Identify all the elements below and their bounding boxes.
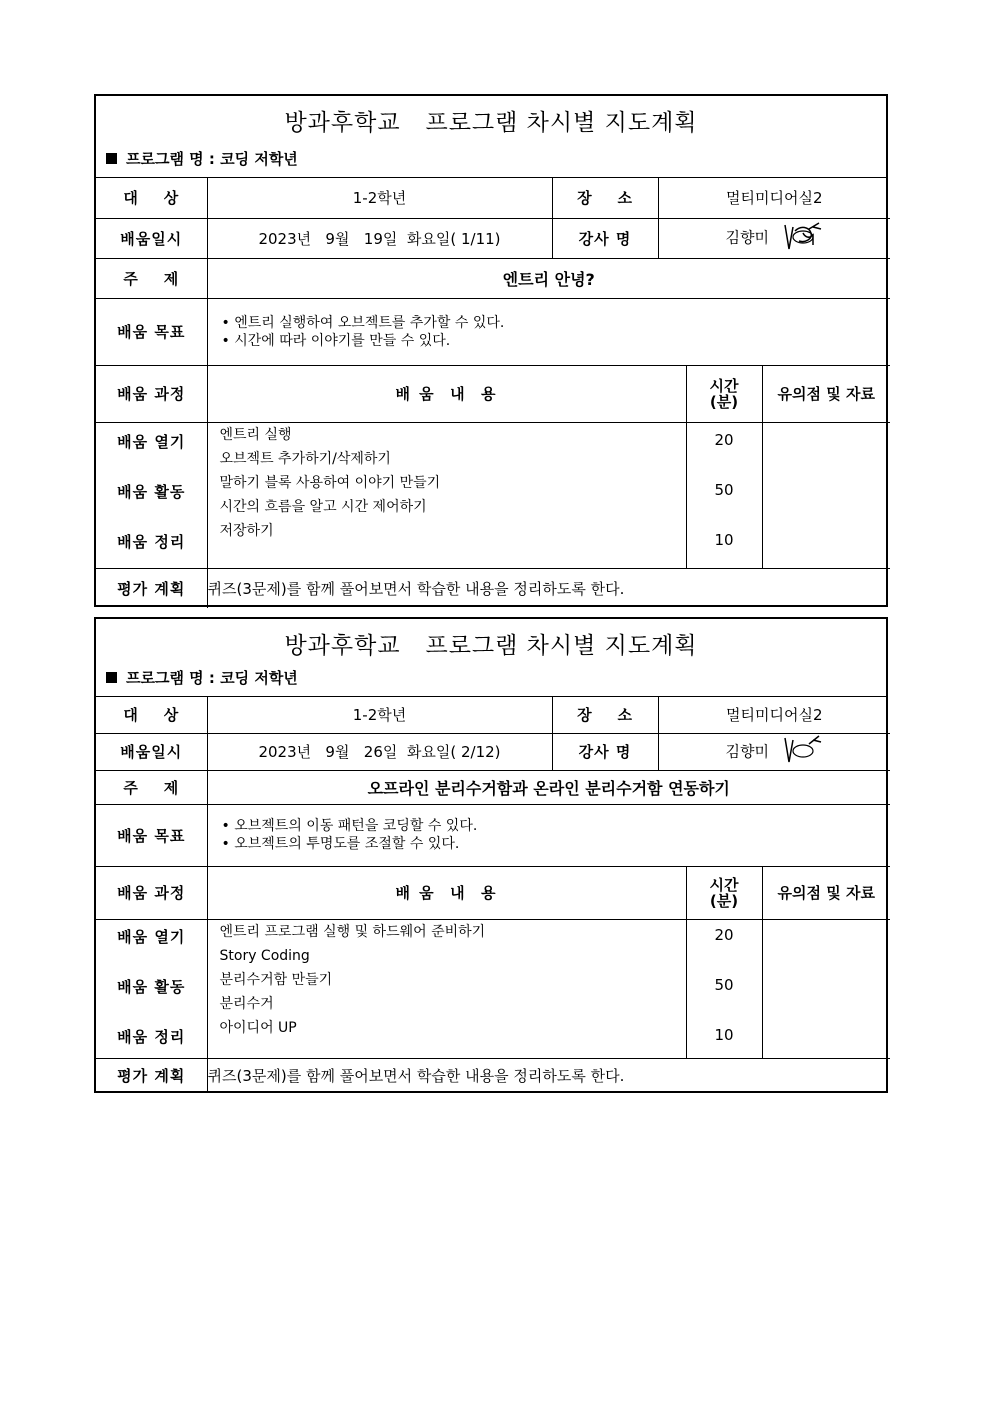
notes-cell bbox=[762, 919, 890, 1058]
evaluation-label: 평가 계획 bbox=[96, 1058, 207, 1093]
target-label: 대 상 bbox=[96, 178, 207, 218]
topic-label: 주 제 bbox=[96, 770, 207, 804]
process-label: 배움 과정 bbox=[96, 365, 207, 422]
process-label: 배움 과정 bbox=[96, 866, 207, 919]
stage-activity: 배움 활동 bbox=[117, 977, 186, 996]
time-header: 시간 (분) bbox=[686, 866, 762, 919]
activity-item: 아이디어 UP bbox=[219, 1019, 297, 1036]
goal-item: • 시간에 따라 이야기를 만들 수 있다. bbox=[222, 332, 891, 350]
stage-wrap: 배움 정리 bbox=[117, 532, 186, 551]
goal-label: 배움 목표 bbox=[96, 804, 207, 866]
teacher-label: 강사 명 bbox=[552, 733, 658, 770]
activities-cell bbox=[207, 422, 686, 568]
time-value: 10 bbox=[714, 530, 734, 549]
plan-title: 방과후학교 프로그램 차시별 지도계획 bbox=[284, 633, 698, 659]
activity-item: 오브젝트 추가하기/삭제하기 bbox=[219, 450, 391, 467]
date-value: 2023년 9월 19일 화요일( 1/11) bbox=[207, 218, 552, 258]
plan-header bbox=[96, 619, 886, 697]
stages-cell bbox=[96, 422, 207, 568]
activity-item: 시간의 흐름을 알고 시간 제어하기 bbox=[219, 498, 427, 515]
activity-item: 말하기 블록 사용하여 이야기 만들기 bbox=[219, 474, 441, 491]
plan-table bbox=[96, 178, 890, 608]
date-label: 배움일시 bbox=[96, 218, 207, 258]
activities-cell bbox=[207, 919, 686, 1058]
activity-item: 저장하기 bbox=[219, 522, 274, 539]
stage-open: 배움 열기 bbox=[117, 432, 186, 451]
time-value: 10 bbox=[714, 1025, 734, 1044]
signature-icon bbox=[779, 219, 823, 257]
evaluation-value: 퀴즈(3문제)를 함께 풀어보면서 학습한 내용을 정리하도록 한다. bbox=[207, 568, 890, 608]
teacher-value: 김향미 bbox=[725, 742, 769, 760]
place-label: 장 소 bbox=[552, 697, 658, 733]
activity-item: 분리수거함 만들기 bbox=[219, 971, 333, 988]
stage-activity: 배움 활동 bbox=[117, 482, 186, 501]
goal-label: 배움 목표 bbox=[96, 298, 207, 365]
time-value: 20 bbox=[714, 925, 734, 944]
program-name: 프로그램 명 : 코딩 저학년 bbox=[106, 667, 298, 688]
activity-item: 엔트리 실행 bbox=[219, 426, 292, 443]
time-value: 50 bbox=[714, 480, 734, 499]
time-value: 20 bbox=[714, 430, 734, 449]
lesson-plan-2 bbox=[94, 617, 888, 1093]
time-value: 50 bbox=[714, 975, 734, 994]
teacher-value: 김향미 bbox=[725, 228, 769, 247]
content-header: 배 움 내 용 bbox=[207, 365, 686, 422]
topic-label: 주 제 bbox=[96, 258, 207, 298]
stage-wrap: 배움 정리 bbox=[117, 1027, 186, 1046]
goals-cell bbox=[207, 804, 890, 866]
signature-icon bbox=[779, 734, 823, 770]
teacher-label: 강사 명 bbox=[552, 218, 658, 258]
lesson-plan-1 bbox=[94, 94, 888, 607]
times-cell bbox=[686, 422, 762, 568]
topic-value: 엔트리 안녕? bbox=[207, 258, 890, 298]
stages-cell bbox=[96, 919, 207, 1058]
square-bullet-icon bbox=[106, 672, 117, 683]
teacher-cell bbox=[658, 218, 890, 258]
place-value: 멀티미디어실2 bbox=[658, 178, 890, 218]
place-label: 장 소 bbox=[552, 178, 658, 218]
square-bullet-icon bbox=[106, 153, 117, 164]
content-header: 배 움 내 용 bbox=[207, 866, 686, 919]
times-cell bbox=[686, 919, 762, 1058]
notes-cell bbox=[762, 422, 890, 568]
plan-table bbox=[96, 697, 890, 1093]
plan-header bbox=[96, 96, 886, 178]
activity-item: 분리수거 bbox=[219, 995, 274, 1012]
program-name: 프로그램 명 : 코딩 저학년 bbox=[106, 148, 298, 169]
teacher-cell bbox=[658, 733, 890, 770]
evaluation-label: 평가 계획 bbox=[96, 568, 207, 608]
target-label: 대 상 bbox=[96, 697, 207, 733]
target-value: 1-2학년 bbox=[207, 178, 552, 218]
date-label: 배움일시 bbox=[96, 733, 207, 770]
plan-title: 방과후학교 프로그램 차시별 지도계획 bbox=[284, 110, 698, 136]
notes-header: 유의점 및 자료 bbox=[762, 365, 890, 422]
activity-item: Story Coding bbox=[219, 947, 310, 964]
goal-item: • 오브젝트의 이동 패턴을 코딩할 수 있다. bbox=[222, 817, 891, 835]
time-header: 시간 (분) bbox=[686, 365, 762, 422]
stage-open: 배움 열기 bbox=[117, 927, 186, 946]
activity-item: 엔트리 프로그램 실행 및 하드웨어 준비하기 bbox=[219, 923, 486, 940]
notes-header: 유의점 및 자료 bbox=[762, 866, 890, 919]
goal-item: • 엔트리 실행하여 오브젝트를 추가할 수 있다. bbox=[222, 314, 891, 332]
place-value: 멀티미디어실2 bbox=[658, 697, 890, 733]
topic-value: 오프라인 분리수거함과 온라인 분리수거함 연동하기 bbox=[207, 770, 890, 804]
target-value: 1-2학년 bbox=[207, 697, 552, 733]
evaluation-value: 퀴즈(3문제)를 함께 풀어보면서 학습한 내용을 정리하도록 한다. bbox=[207, 1058, 890, 1093]
date-value: 2023년 9월 26일 화요일( 2/12) bbox=[207, 733, 552, 770]
goals-cell bbox=[207, 298, 890, 365]
goal-item: • 오브젝트의 투명도를 조절할 수 있다. bbox=[222, 835, 891, 853]
